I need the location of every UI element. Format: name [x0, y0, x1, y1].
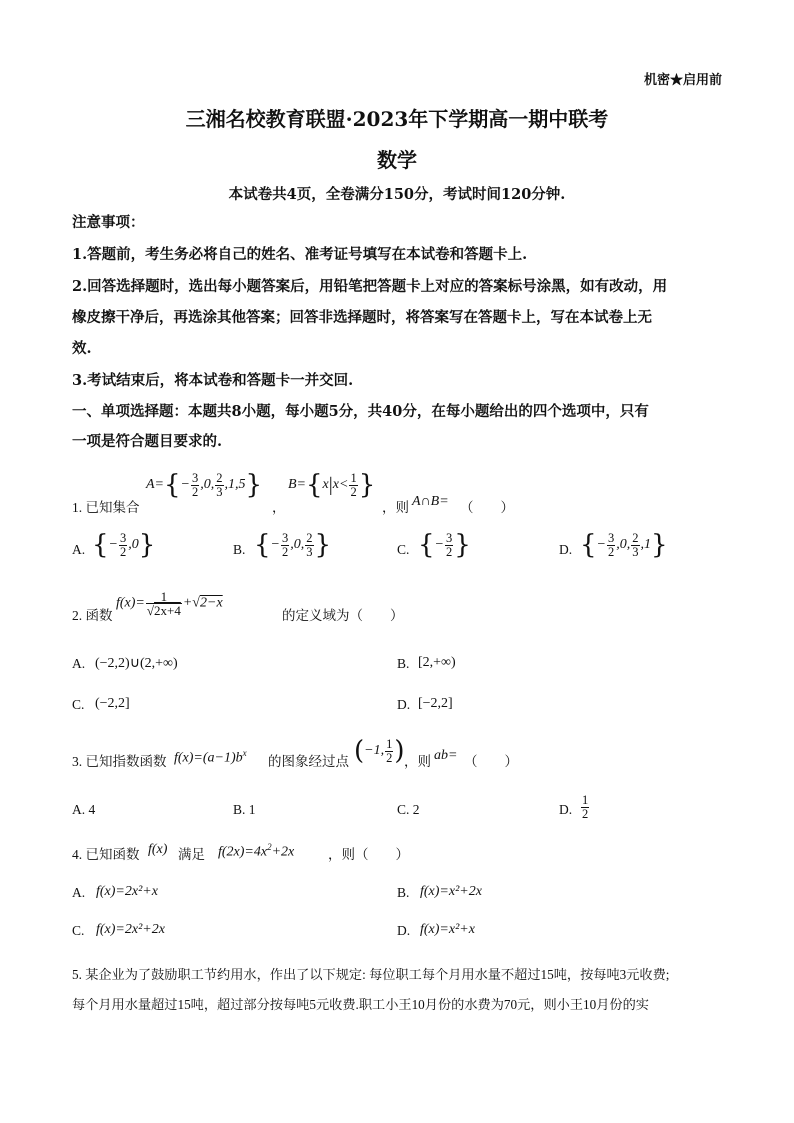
- q1-option-a: {− $\frac{3}{2}$ ,0}: [92, 530, 156, 560]
- q2-prefix: 2. 函数: [72, 608, 113, 623]
- q4-option-d: f(x)=x²+x: [420, 922, 475, 937]
- q4-option-a-label: A.: [72, 885, 86, 900]
- q1-options: [72, 530, 752, 570]
- q3-prefix: 3. 已知指数函数: [72, 754, 167, 769]
- q1-intersection: A∩B=: [412, 494, 449, 509]
- q1-comma: ，: [272, 500, 286, 515]
- q3-option-c: C. 2: [397, 802, 420, 817]
- q2-option-c-label: C.: [72, 697, 85, 712]
- q2-option-b-label: B.: [397, 656, 410, 671]
- q2-option-a: (−2,2)∪(2,+∞): [95, 656, 178, 671]
- question-1: [72, 466, 752, 530]
- q1-prefix: 1. 已知集合: [72, 500, 140, 515]
- q3-ab: ab=: [434, 748, 458, 763]
- notes-heading: 注意事项：: [72, 214, 145, 231]
- q1-option-c-label: C.: [397, 542, 410, 557]
- q1-option-d-label: D.: [559, 542, 573, 557]
- q3-function: $f(x)=(a-1)b^x$: [174, 748, 247, 766]
- q2-option-c: (−2,2]: [95, 696, 130, 711]
- q5-line-1: 5. 某企业为了鼓励职工节约用水，作出了以下规定: 每位职工每个月用水量不超过15吨，按每吨3元收费;: [72, 967, 670, 982]
- q1-set-b: B={x|x< $\frac{1}{2}$ }: [288, 470, 376, 500]
- q3-option-d-label: D.: [559, 802, 573, 817]
- q2-option-a-label: A.: [72, 656, 86, 671]
- q4-option-c-label: C.: [72, 923, 85, 938]
- q2-suffix: 的定义域为（ ）: [282, 608, 404, 623]
- q4-option-a: f(x)=2x²+x: [96, 884, 158, 899]
- q4-condition: $f(2x)=4x^2+2x$: [218, 842, 295, 860]
- question-3: [72, 736, 752, 780]
- q1-then: ，则: [382, 500, 409, 515]
- q2-option-d: [−2,2]: [418, 696, 453, 711]
- q1-option-a-label: A.: [72, 542, 86, 557]
- q1-option-b-label: B.: [233, 542, 246, 557]
- note-1: 1.答题前，考生务必将自己的姓名、准考证号填写在本试卷和答题卡上.: [72, 246, 528, 263]
- q3-then: ，则: [404, 754, 431, 769]
- question-4: [72, 842, 752, 864]
- q1-option-b: {− $\frac{3}{2}$ ,0, $\frac{2}{3}$ }: [254, 530, 332, 560]
- q1-option-c: {− $\frac{3}{2}$ }: [418, 530, 471, 560]
- q4-mid: 满足: [178, 847, 205, 862]
- q5-line-2: 每个月用水量超过15吨，超过部分按每吨5元收费.职工小王10月份的水费为70元，则小王10月份的实: [72, 997, 649, 1012]
- q3-option-a: A. 4: [72, 802, 96, 817]
- section-heading-line-1: 一、单项选择题：本题共8小题，每小题5分，共40分，在每小题给出的四个选项中，只有: [72, 403, 649, 420]
- q3-option-b: B. 1: [233, 802, 256, 817]
- secret-mark: 机密★启用前: [643, 73, 722, 88]
- subject-title: 数学: [377, 148, 417, 172]
- section-heading-line-2: 一项是符合题目要求的.: [72, 433, 223, 450]
- q4-option-b-label: B.: [397, 885, 410, 900]
- q4-prefix: 4. 已知函数: [72, 847, 140, 862]
- q4-option-b: f(x)=x²+2x: [420, 884, 482, 899]
- q4-option-d-label: D.: [397, 923, 411, 938]
- note-2-line-2: 橡皮擦干净后，再选涂其他答案；回答非选择题时，将答案写在答题卡上，写在本试卷上无: [72, 309, 652, 326]
- note-3: 3.考试结束后，将本试卷和答题卡一并交回.: [72, 372, 354, 389]
- exam-title: 三湘名校教育联盟·2023年下学期高一期中联考: [185, 107, 609, 131]
- q1-set-a: A={− $\frac{3}{2}$ ,0, $\frac{2}{3}$ ,1,5}: [146, 470, 263, 500]
- q3-mid: 的图象经过点: [268, 754, 349, 769]
- q4-fx: f(x): [148, 842, 168, 857]
- q1-option-d: {− $\frac{3}{2}$ ,0, $\frac{2}{3}$ ,1}: [580, 530, 668, 560]
- question-2: [72, 590, 752, 634]
- note-2-line-3: 效.: [72, 340, 92, 357]
- q3-blank: （ ）: [464, 754, 518, 769]
- note-2-line-1: 2.回答选择题时，选出每小题答案后，用铅笔把答题卡上对应的答案标号涂黑，如有改动，用: [72, 278, 668, 295]
- q3-option-d: $\frac{1}{2}$: [582, 793, 589, 821]
- q2-option-d-label: D.: [397, 697, 411, 712]
- q4-then: ，则（ ）: [328, 847, 409, 862]
- q1-blank: （ ）: [460, 500, 514, 515]
- exam-info: 本试卷共4页，全卷满分150分，考试时间120分钟.: [228, 186, 566, 203]
- q2-option-b: [2,+∞): [418, 655, 456, 670]
- q4-option-c: f(x)=2x²+2x: [96, 922, 165, 937]
- q3-point: (−1, $\frac{1}{2}$ ): [354, 736, 405, 766]
- q2-function: f(x)= $\frac{1}{√2x+4}$ +√2−x: [116, 589, 223, 618]
